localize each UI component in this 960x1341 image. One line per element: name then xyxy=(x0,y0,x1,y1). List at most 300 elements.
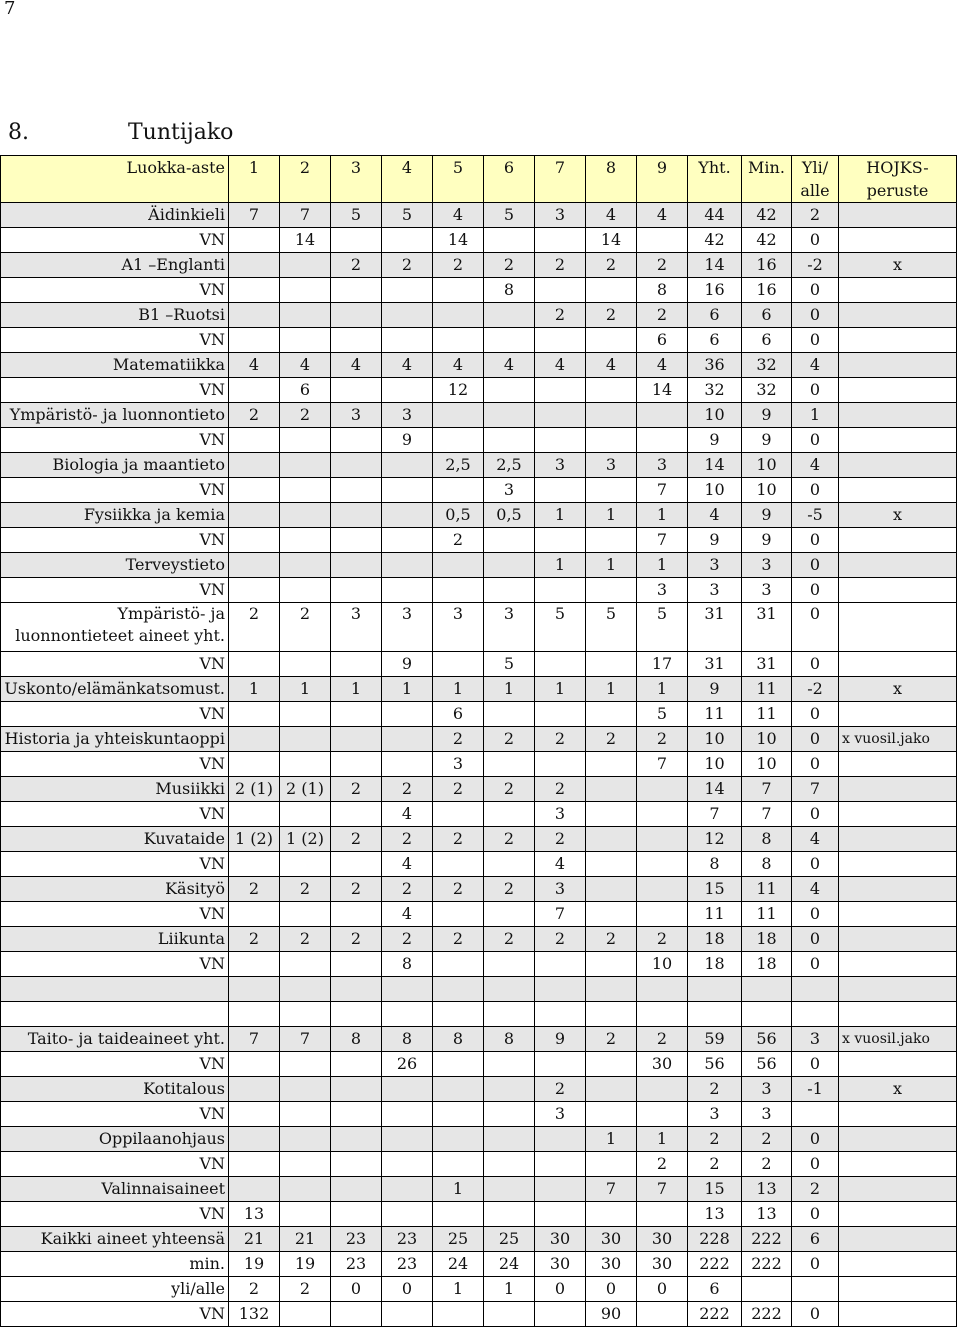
grade-4-cell: 4 xyxy=(382,802,433,827)
over-under-cell: 0 xyxy=(792,428,839,453)
row-label: VN xyxy=(1,852,229,877)
over-under-cell: 0 xyxy=(792,1252,839,1277)
subject-row xyxy=(1,1227,957,1252)
grade-8-cell: 1 xyxy=(586,503,637,528)
grade-3-cell xyxy=(331,228,382,253)
grade-9-cell xyxy=(637,852,688,877)
minimum-cell: 222 xyxy=(742,1227,792,1252)
over-under-cell: 4 xyxy=(792,453,839,478)
grade-1-cell: 2 xyxy=(229,927,280,952)
header-grade-7: 7 xyxy=(535,156,586,203)
grade-7-cell: 1 xyxy=(535,677,586,702)
grade-5-cell xyxy=(433,328,484,353)
over-under-cell: 0 xyxy=(792,1127,839,1152)
grade-1-cell: 4 xyxy=(229,353,280,378)
grade-2-cell: 1 (2) xyxy=(280,827,331,852)
minimum-cell: 16 xyxy=(742,278,792,303)
total-cell: 10 xyxy=(688,752,742,777)
grade-7-cell: 2 xyxy=(535,827,586,852)
header-over-under: Yli/ alle xyxy=(792,156,839,203)
grade-8-cell: 4 xyxy=(586,203,637,228)
grade-1-cell xyxy=(229,802,280,827)
grade-2-cell xyxy=(280,702,331,727)
grade-8-cell: 14 xyxy=(586,228,637,253)
grade-4-cell xyxy=(382,977,433,1002)
grade-8-cell: 5 xyxy=(586,603,637,652)
grade-4-cell: 4 xyxy=(382,353,433,378)
grade-1-cell xyxy=(229,727,280,752)
grade-1-cell xyxy=(229,378,280,403)
grade-4-cell xyxy=(382,303,433,328)
hojks-cell xyxy=(839,977,957,1002)
grade-2-cell xyxy=(280,1052,331,1077)
grade-3-cell: 0 xyxy=(331,1277,382,1302)
grade-5-cell: 2 xyxy=(433,253,484,278)
total-cell: 228 xyxy=(688,1227,742,1252)
grade-9-cell: 6 xyxy=(637,328,688,353)
grade-6-cell: 2 xyxy=(484,253,535,278)
grade-4-cell xyxy=(382,1077,433,1102)
grade-5-cell: 2 xyxy=(433,777,484,802)
vn-row xyxy=(1,528,957,553)
section-number: 8. xyxy=(8,120,29,145)
grade-3-cell xyxy=(331,278,382,303)
grade-4-cell xyxy=(382,228,433,253)
minimum-cell: 9 xyxy=(742,403,792,428)
minimum-cell: 9 xyxy=(742,428,792,453)
grade-1-cell xyxy=(229,578,280,603)
total-cell: 10 xyxy=(688,727,742,752)
grade-7-cell: 3 xyxy=(535,453,586,478)
grade-3-cell: 2 xyxy=(331,777,382,802)
grade-9-cell: 2 xyxy=(637,303,688,328)
grade-2-cell xyxy=(280,453,331,478)
hojks-cell xyxy=(839,553,957,578)
row-label: VN xyxy=(1,1302,229,1327)
minimum-cell: 3 xyxy=(742,1077,792,1102)
minimum-cell: 13 xyxy=(742,1202,792,1227)
grade-9-cell: 2 xyxy=(637,1152,688,1177)
subject-row xyxy=(1,1277,957,1302)
subject-row xyxy=(1,777,957,802)
grade-3-cell xyxy=(331,328,382,353)
grade-1-cell xyxy=(229,228,280,253)
total-cell: 18 xyxy=(688,952,742,977)
hojks-cell xyxy=(839,603,957,652)
grade-8-cell xyxy=(586,428,637,453)
grade-7-cell: 2 xyxy=(535,1077,586,1102)
grade-6-cell xyxy=(484,403,535,428)
grade-2-cell xyxy=(280,328,331,353)
subject-row xyxy=(1,727,957,752)
grade-8-cell: 2 xyxy=(586,253,637,278)
grade-2-cell xyxy=(280,852,331,877)
hojks-cell xyxy=(839,1202,957,1227)
over-under-cell: 0 xyxy=(792,952,839,977)
grade-9-cell: 17 xyxy=(637,652,688,677)
grade-3-cell: 3 xyxy=(331,603,382,652)
over-under-cell: 0 xyxy=(792,652,839,677)
over-under-cell: 0 xyxy=(792,1052,839,1077)
grade-2-cell: 19 xyxy=(280,1252,331,1277)
total-cell: 222 xyxy=(688,1302,742,1327)
grade-9-cell: 1 xyxy=(637,503,688,528)
row-label: VN xyxy=(1,702,229,727)
grade-2-cell xyxy=(280,727,331,752)
grade-6-cell xyxy=(484,1202,535,1227)
grade-9-cell: 3 xyxy=(637,453,688,478)
subject-row xyxy=(1,1077,957,1102)
grade-3-cell xyxy=(331,303,382,328)
grade-2-cell: 1 xyxy=(280,677,331,702)
subject-row xyxy=(1,1252,957,1277)
grade-8-cell xyxy=(586,802,637,827)
grade-3-cell: 5 xyxy=(331,203,382,228)
grade-3-cell xyxy=(331,478,382,503)
row-label: Biologia ja maantieto xyxy=(1,453,229,478)
row-label: Terveystieto xyxy=(1,553,229,578)
minimum-cell: 16 xyxy=(742,253,792,278)
over-under-cell: 0 xyxy=(792,278,839,303)
hojks-cell xyxy=(839,353,957,378)
over-under-cell: 0 xyxy=(792,228,839,253)
grade-7-cell xyxy=(535,378,586,403)
grade-3-cell xyxy=(331,1077,382,1102)
grade-4-cell: 2 xyxy=(382,877,433,902)
grade-3-cell xyxy=(331,802,382,827)
grade-2-cell xyxy=(280,553,331,578)
page-number: 7 xyxy=(4,0,16,19)
grade-6-cell xyxy=(484,528,535,553)
grade-4-cell xyxy=(382,378,433,403)
grade-6-cell: 3 xyxy=(484,603,535,652)
row-label: Liikunta xyxy=(1,927,229,952)
grade-3-cell xyxy=(331,1127,382,1152)
total-cell: 31 xyxy=(688,652,742,677)
grade-8-cell: 1 xyxy=(586,553,637,578)
grade-2-cell: 4 xyxy=(280,353,331,378)
vn-row xyxy=(1,852,957,877)
total-cell: 18 xyxy=(688,927,742,952)
minimum-cell: 6 xyxy=(742,303,792,328)
grade-8-cell xyxy=(586,328,637,353)
over-under-cell xyxy=(792,1002,839,1027)
over-under-cell: 1 xyxy=(792,403,839,428)
over-under-cell: 0 xyxy=(792,1302,839,1327)
grade-7-cell xyxy=(535,228,586,253)
over-under-cell: 0 xyxy=(792,927,839,952)
grade-3-cell: 3 xyxy=(331,403,382,428)
grade-2-cell: 14 xyxy=(280,228,331,253)
grade-8-cell: 1 xyxy=(586,677,637,702)
grade-8-cell: 2 xyxy=(586,303,637,328)
header-hojks: HOJKS-peruste xyxy=(839,156,957,203)
grade-1-cell xyxy=(229,977,280,1002)
grade-6-cell xyxy=(484,952,535,977)
section-heading xyxy=(8,120,233,145)
grade-7-cell: 1 xyxy=(535,553,586,578)
grade-9-cell: 10 xyxy=(637,952,688,977)
subject-row xyxy=(1,303,957,328)
grade-1-cell xyxy=(229,1102,280,1127)
row-label: VN xyxy=(1,1102,229,1127)
grade-6-cell xyxy=(484,1302,535,1327)
grade-1-cell xyxy=(229,1052,280,1077)
grade-6-cell xyxy=(484,303,535,328)
total-cell: 2 xyxy=(688,1152,742,1177)
hojks-cell xyxy=(839,1227,957,1252)
minimum-cell: 13 xyxy=(742,1177,792,1202)
total-cell: 14 xyxy=(688,453,742,478)
grade-3-cell xyxy=(331,1302,382,1327)
grade-2-cell xyxy=(280,977,331,1002)
subject-row xyxy=(1,603,957,652)
grade-3-cell xyxy=(331,902,382,927)
over-under-cell xyxy=(792,1102,839,1127)
grade-9-cell: 0 xyxy=(637,1277,688,1302)
grade-3-cell xyxy=(331,1152,382,1177)
minimum-cell xyxy=(742,977,792,1002)
subject-row xyxy=(1,403,957,428)
grade-3-cell: 2 xyxy=(331,827,382,852)
grade-8-cell: 90 xyxy=(586,1302,637,1327)
grade-4-cell: 5 xyxy=(382,203,433,228)
grade-5-cell: 2 xyxy=(433,927,484,952)
grade-3-cell xyxy=(331,453,382,478)
grade-1-cell xyxy=(229,553,280,578)
grade-6-cell xyxy=(484,1002,535,1027)
grade-5-cell xyxy=(433,1152,484,1177)
grade-8-cell xyxy=(586,702,637,727)
grade-4-cell: 3 xyxy=(382,603,433,652)
grade-4-cell xyxy=(382,702,433,727)
grade-1-cell xyxy=(229,902,280,927)
grade-9-cell: 1 xyxy=(637,553,688,578)
grade-5-cell xyxy=(433,1052,484,1077)
over-under-cell: 0 xyxy=(792,528,839,553)
row-label: Äidinkieli xyxy=(1,203,229,228)
minimum-cell: 18 xyxy=(742,927,792,952)
grade-6-cell: 2 xyxy=(484,727,535,752)
grade-7-cell xyxy=(535,278,586,303)
minimum-cell: 32 xyxy=(742,353,792,378)
row-label: VN xyxy=(1,328,229,353)
grade-5-cell xyxy=(433,852,484,877)
grade-4-cell xyxy=(382,328,433,353)
subject-row xyxy=(1,1177,957,1202)
grade-2-cell xyxy=(280,1152,331,1177)
hojks-cell xyxy=(839,852,957,877)
grade-3-cell xyxy=(331,977,382,1002)
over-under-cell: 0 xyxy=(792,378,839,403)
over-under-cell: -5 xyxy=(792,503,839,528)
grade-8-cell: 30 xyxy=(586,1252,637,1277)
minimum-cell: 11 xyxy=(742,877,792,902)
subject-row xyxy=(1,827,957,852)
grade-8-cell xyxy=(586,852,637,877)
grade-6-cell xyxy=(484,428,535,453)
row-label: VN xyxy=(1,578,229,603)
grade-2-cell: 7 xyxy=(280,1027,331,1052)
minimum-cell: 3 xyxy=(742,1102,792,1127)
grade-7-cell: 4 xyxy=(535,852,586,877)
grade-8-cell xyxy=(586,1002,637,1027)
row-label: Kotitalous xyxy=(1,1077,229,1102)
grade-4-cell: 8 xyxy=(382,952,433,977)
over-under-cell xyxy=(792,1277,839,1302)
header-grade-9: 9 xyxy=(637,156,688,203)
total-cell: 16 xyxy=(688,278,742,303)
row-label: Ympäristö- ja luonnontieteet aineet yht. xyxy=(1,603,229,652)
grade-1-cell xyxy=(229,428,280,453)
vn-row xyxy=(1,1302,957,1327)
grade-7-cell: 30 xyxy=(535,1227,586,1252)
grade-5-cell xyxy=(433,428,484,453)
vn-row xyxy=(1,578,957,603)
grade-3-cell xyxy=(331,727,382,752)
over-under-cell: 6 xyxy=(792,1227,839,1252)
vn-row xyxy=(1,278,957,303)
row-label: VN xyxy=(1,1052,229,1077)
total-cell: 9 xyxy=(688,428,742,453)
grade-8-cell: 2 xyxy=(586,1027,637,1052)
grade-8-cell xyxy=(586,478,637,503)
vn-row xyxy=(1,378,957,403)
grade-8-cell xyxy=(586,403,637,428)
total-cell: 14 xyxy=(688,253,742,278)
hojks-cell: x xyxy=(839,677,957,702)
grade-4-cell xyxy=(382,727,433,752)
grade-1-cell xyxy=(229,253,280,278)
grade-9-cell xyxy=(637,1077,688,1102)
grade-3-cell xyxy=(331,553,382,578)
grade-1-cell xyxy=(229,1152,280,1177)
grade-7-cell xyxy=(535,428,586,453)
grade-9-cell: 7 xyxy=(637,1177,688,1202)
grade-5-cell xyxy=(433,553,484,578)
grade-4-cell: 2 xyxy=(382,253,433,278)
blank-row xyxy=(1,1002,957,1027)
row-label: VN xyxy=(1,802,229,827)
grade-3-cell xyxy=(331,1002,382,1027)
row-label: VN xyxy=(1,378,229,403)
row-label: VN xyxy=(1,902,229,927)
grade-6-cell xyxy=(484,328,535,353)
minimum-cell: 10 xyxy=(742,727,792,752)
total-cell: 10 xyxy=(688,478,742,503)
grade-9-cell xyxy=(637,827,688,852)
total-cell xyxy=(688,1002,742,1027)
grade-7-cell xyxy=(535,478,586,503)
minimum-cell: 7 xyxy=(742,802,792,827)
grade-3-cell xyxy=(331,378,382,403)
minimum-cell: 32 xyxy=(742,378,792,403)
row-label: VN xyxy=(1,1152,229,1177)
grade-2-cell xyxy=(280,752,331,777)
grade-8-cell: 2 xyxy=(586,727,637,752)
grade-7-cell: 2 xyxy=(535,777,586,802)
grade-4-cell xyxy=(382,1302,433,1327)
subject-row xyxy=(1,1027,957,1052)
grade-1-cell xyxy=(229,478,280,503)
total-cell: 31 xyxy=(688,603,742,652)
grade-6-cell: 1 xyxy=(484,1277,535,1302)
grade-9-cell: 30 xyxy=(637,1227,688,1252)
section-title: Tuntijako xyxy=(128,120,234,145)
grade-9-cell xyxy=(637,403,688,428)
grade-8-cell: 3 xyxy=(586,453,637,478)
grade-7-cell xyxy=(535,952,586,977)
grade-8-cell xyxy=(586,1152,637,1177)
grade-6-cell xyxy=(484,228,535,253)
minimum-cell: 11 xyxy=(742,902,792,927)
grade-7-cell xyxy=(535,578,586,603)
grade-4-cell xyxy=(382,1102,433,1127)
vn-row xyxy=(1,228,957,253)
grade-9-cell: 4 xyxy=(637,353,688,378)
over-under-cell: 7 xyxy=(792,777,839,802)
grade-5-cell: 4 xyxy=(433,353,484,378)
grade-2-cell: 2 xyxy=(280,603,331,652)
minimum-cell: 10 xyxy=(742,478,792,503)
grade-2-cell xyxy=(280,253,331,278)
grade-7-cell xyxy=(535,1152,586,1177)
grade-4-cell: 9 xyxy=(382,652,433,677)
grade-7-cell: 7 xyxy=(535,902,586,927)
total-cell: 9 xyxy=(688,677,742,702)
grade-2-cell: 2 (1) xyxy=(280,777,331,802)
header-grade-4: 4 xyxy=(382,156,433,203)
grade-1-cell xyxy=(229,303,280,328)
grade-5-cell xyxy=(433,652,484,677)
grade-6-cell: 5 xyxy=(484,203,535,228)
grade-6-cell xyxy=(484,977,535,1002)
grade-8-cell xyxy=(586,578,637,603)
grade-5-cell xyxy=(433,902,484,927)
grade-8-cell xyxy=(586,1077,637,1102)
grade-6-cell: 2 xyxy=(484,927,535,952)
minimum-cell: 10 xyxy=(742,752,792,777)
grade-5-cell: 1 xyxy=(433,1177,484,1202)
total-cell: 6 xyxy=(688,1277,742,1302)
vn-row xyxy=(1,702,957,727)
grade-7-cell: 5 xyxy=(535,603,586,652)
minimum-cell: 18 xyxy=(742,952,792,977)
total-cell: 36 xyxy=(688,353,742,378)
row-label: Valinnaisaineet xyxy=(1,1177,229,1202)
header-grade-6: 6 xyxy=(484,156,535,203)
row-label: A1 –Englanti xyxy=(1,253,229,278)
grade-5-cell: 4 xyxy=(433,203,484,228)
grade-5-cell xyxy=(433,578,484,603)
grade-5-cell: 1 xyxy=(433,677,484,702)
grade-4-cell xyxy=(382,528,433,553)
grade-6-cell xyxy=(484,1127,535,1152)
grade-2-cell xyxy=(280,578,331,603)
grade-9-cell: 30 xyxy=(637,1052,688,1077)
grade-7-cell xyxy=(535,652,586,677)
grade-1-cell: 2 xyxy=(229,877,280,902)
subject-row xyxy=(1,1127,957,1152)
header-grade-8: 8 xyxy=(586,156,637,203)
grade-2-cell: 2 xyxy=(280,403,331,428)
minimum-cell: 42 xyxy=(742,203,792,228)
total-cell: 14 xyxy=(688,777,742,802)
hojks-cell xyxy=(839,403,957,428)
grade-7-cell: 3 xyxy=(535,203,586,228)
minimum-cell: 3 xyxy=(742,578,792,603)
hojks-cell xyxy=(839,1152,957,1177)
